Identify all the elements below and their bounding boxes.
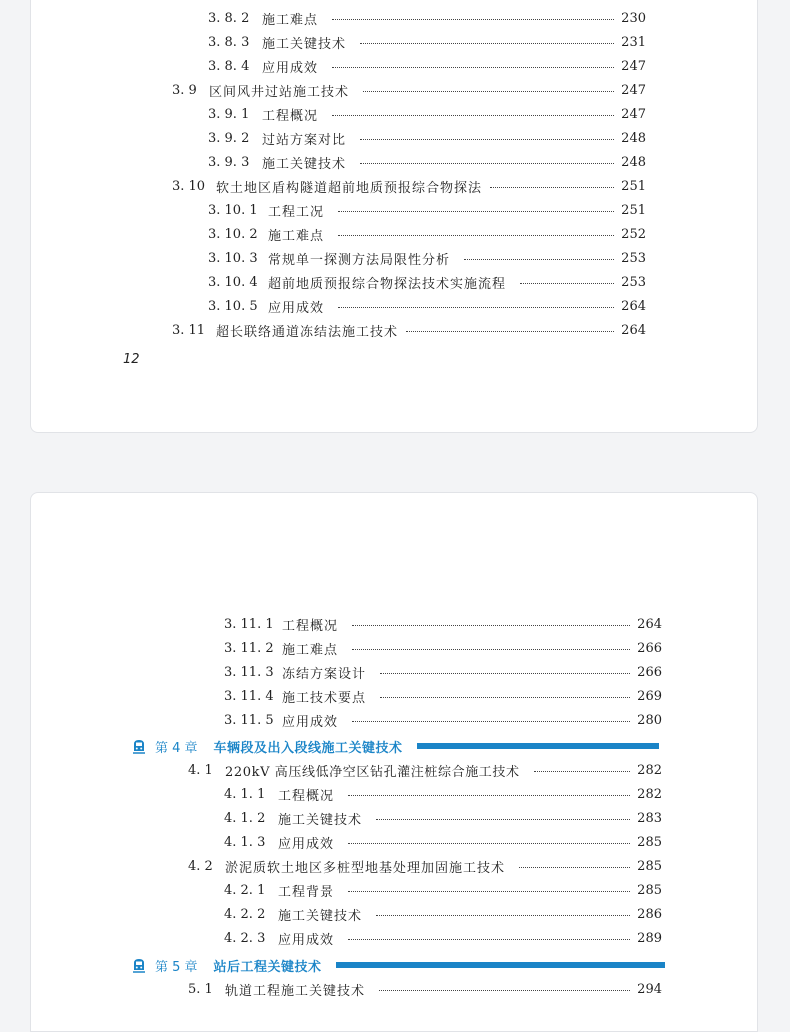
toc-entry-title: 施工关键技术 xyxy=(262,36,347,52)
toc-section-page: 251 xyxy=(621,178,646,194)
toc-entry[interactable] xyxy=(224,879,662,901)
toc-section-number: 3. 10 xyxy=(172,178,206,194)
toc-entry-number: 4. 2. 3 xyxy=(224,930,266,946)
toc-entry-title: 工程工况 xyxy=(268,204,325,220)
toc-entry[interactable] xyxy=(224,685,662,707)
toc-entry-title: 工程概况 xyxy=(278,788,335,804)
dot-leader xyxy=(490,187,614,188)
toc-entry-title: 施工关键技术 xyxy=(278,812,363,828)
toc-entry-number: 3. 9. 1 xyxy=(208,106,250,122)
dot-leader xyxy=(380,673,630,674)
toc-entry-title: 工程背景 xyxy=(278,884,335,900)
toc-entry-page: 289 xyxy=(637,930,662,946)
toc-entry-title: 施工难点 xyxy=(262,12,319,28)
toc-entry-number: 3. 8. 4 xyxy=(208,58,250,74)
toc-entry-page: 248 xyxy=(621,154,646,170)
dot-leader xyxy=(406,331,614,332)
toc-section-page: 247 xyxy=(621,82,646,98)
toc-entry-title: 应用成效 xyxy=(278,932,335,948)
toc-section-title: 区间风井过站施工技术 xyxy=(209,84,350,100)
toc-page-lower xyxy=(30,492,758,1032)
toc-entry[interactable] xyxy=(208,271,646,293)
toc-entry-title: 应用成效 xyxy=(278,836,335,852)
dot-leader xyxy=(352,625,630,626)
toc-entry-number: 4. 2. 2 xyxy=(224,906,266,922)
toc-section-page: 282 xyxy=(637,762,662,778)
dot-leader xyxy=(332,67,614,68)
toc-section[interactable] xyxy=(172,175,646,197)
dot-leader xyxy=(380,697,630,698)
toc-page-upper xyxy=(30,0,758,433)
toc-entry-page: 285 xyxy=(637,834,662,850)
toc-entry-number: 4. 1. 1 xyxy=(224,786,266,802)
metro-train-icon xyxy=(131,738,147,754)
dot-leader xyxy=(348,795,630,796)
toc-entry-number: 3. 10. 3 xyxy=(208,250,258,266)
toc-section-page: 264 xyxy=(621,322,646,338)
toc-section[interactable] xyxy=(188,759,662,781)
toc-entry-page: 230 xyxy=(621,10,646,26)
toc-entry-number: 3. 10. 2 xyxy=(208,226,258,242)
toc-section-page: 285 xyxy=(637,858,662,874)
toc-entry-page: 282 xyxy=(637,786,662,802)
toc-entry-page: 266 xyxy=(637,640,662,656)
toc-section-title: 淤泥质软土地区多桩型地基处理加固施工技术 xyxy=(225,860,506,876)
toc-entry-page: 252 xyxy=(621,226,646,242)
toc-entry-number: 3. 11. 1 xyxy=(224,616,274,632)
toc-section[interactable] xyxy=(188,978,662,1000)
dot-leader xyxy=(332,115,614,116)
dot-leader xyxy=(520,283,614,284)
toc-entry[interactable] xyxy=(224,783,662,805)
toc-entry-title: 常规单一探测方法局限性分析 xyxy=(268,252,451,268)
toc-entry-number: 3. 10. 5 xyxy=(208,298,258,314)
toc-section-page: 294 xyxy=(637,981,662,997)
toc-entry[interactable] xyxy=(208,103,646,125)
dot-leader xyxy=(352,721,630,722)
toc-entry-number: 3. 11. 3 xyxy=(224,664,274,680)
toc-entry-number: 4. 2. 1 xyxy=(224,882,266,898)
chapter-number: 第 5 章 xyxy=(155,959,198,975)
chapter-heading-5[interactable] xyxy=(131,954,679,976)
toc-entry-title: 施工关键技术 xyxy=(278,908,363,924)
dot-leader xyxy=(338,235,614,236)
toc-section-title: 轨道工程施工关键技术 xyxy=(225,983,366,999)
toc-entry-number: 3. 11. 2 xyxy=(224,640,274,656)
toc-entry-title: 应用成效 xyxy=(282,714,339,730)
toc-entry[interactable] xyxy=(224,831,662,853)
toc-entry-title: 施工难点 xyxy=(268,228,325,244)
toc-section-title: 软土地区盾构隧道超前地质预报综合物探法 xyxy=(216,180,483,196)
toc-entry-number: 3. 10. 4 xyxy=(208,274,258,290)
toc-entry-page: 266 xyxy=(637,664,662,680)
toc-entry[interactable] xyxy=(208,199,646,221)
toc-entry-number: 4. 1. 3 xyxy=(224,834,266,850)
dot-leader xyxy=(534,771,630,772)
toc-entry-title: 应用成效 xyxy=(262,60,319,76)
dot-leader xyxy=(352,649,630,650)
toc-entry-number: 3. 11. 5 xyxy=(224,712,274,728)
dot-leader xyxy=(376,819,630,820)
dot-leader xyxy=(348,843,630,844)
dot-leader xyxy=(464,259,614,260)
toc-entry[interactable] xyxy=(208,247,646,269)
chapter-rule xyxy=(336,962,665,968)
dot-leader xyxy=(348,939,630,940)
toc-entry-number: 3. 9. 3 xyxy=(208,154,250,170)
toc-entry-title: 冻结方案设计 xyxy=(282,666,367,682)
toc-entry[interactable] xyxy=(224,807,662,829)
toc-section-number: 4. 1 xyxy=(188,762,213,778)
dot-leader xyxy=(363,91,614,92)
toc-section-number: 3. 9 xyxy=(172,82,197,98)
toc-entry-page: 285 xyxy=(637,882,662,898)
toc-section-number: 5. 1 xyxy=(188,981,213,997)
toc-entry[interactable] xyxy=(208,127,646,149)
toc-entry-number: 3. 9. 2 xyxy=(208,130,250,146)
toc-section[interactable] xyxy=(172,79,646,101)
toc-entry-page: 280 xyxy=(637,712,662,728)
toc-entry-page: 247 xyxy=(621,58,646,74)
toc-entry[interactable] xyxy=(224,661,662,683)
chapter-rule xyxy=(417,743,659,749)
toc-entry[interactable] xyxy=(224,927,662,949)
dot-leader xyxy=(360,139,614,140)
toc-entry-title: 工程概况 xyxy=(262,108,319,124)
toc-entry[interactable] xyxy=(208,55,646,77)
toc-entry-title: 施工难点 xyxy=(282,642,339,658)
toc-entry[interactable] xyxy=(224,637,662,659)
toc-section-number: 3. 11 xyxy=(172,322,206,338)
dot-leader xyxy=(519,867,630,868)
dot-leader xyxy=(338,307,614,308)
toc-entry[interactable] xyxy=(208,223,646,245)
toc-entry[interactable] xyxy=(224,903,662,925)
toc-entry-page: 283 xyxy=(637,810,662,826)
toc-entry-page: 264 xyxy=(621,298,646,314)
toc-entry-title: 过站方案对比 xyxy=(262,132,347,148)
chapter-heading-4[interactable] xyxy=(131,735,679,757)
toc-entry-page: 247 xyxy=(621,106,646,122)
toc-entry[interactable] xyxy=(224,613,662,635)
dot-leader xyxy=(348,891,630,892)
dot-leader xyxy=(332,19,614,20)
toc-entry-number: 3. 8. 3 xyxy=(208,34,250,50)
toc-entry[interactable] xyxy=(208,31,646,53)
toc-entry-page: 264 xyxy=(637,616,662,632)
toc-entry-page: 269 xyxy=(637,688,662,704)
dot-leader xyxy=(360,43,614,44)
toc-entry-title: 超前地质预报综合物探法技术实施流程 xyxy=(268,276,507,292)
chapter-number: 第 4 章 xyxy=(155,740,198,756)
dot-leader xyxy=(338,211,614,212)
toc-entry[interactable] xyxy=(224,709,662,731)
dot-leader xyxy=(376,915,630,916)
toc-section[interactable] xyxy=(172,319,646,341)
toc-entry-page: 253 xyxy=(621,250,646,266)
toc-entry[interactable] xyxy=(208,151,646,173)
toc-entry-page: 286 xyxy=(637,906,662,922)
toc-entry-number: 4. 1. 2 xyxy=(224,810,266,826)
toc-entry-number: 3. 11. 4 xyxy=(224,688,274,704)
chapter-title: 车辆段及出入段线施工关键技术 xyxy=(213,740,403,756)
toc-entry[interactable] xyxy=(208,295,646,317)
toc-section[interactable] xyxy=(188,855,662,877)
toc-entry-page: 231 xyxy=(621,34,646,50)
metro-train-icon xyxy=(131,957,147,973)
toc-entry[interactable] xyxy=(208,7,646,29)
chapter-title: 站后工程关键技术 xyxy=(213,959,322,975)
toc-entry-number: 3. 10. 1 xyxy=(208,202,258,218)
toc-entry-number: 3. 8. 2 xyxy=(208,10,250,26)
toc-section-title: 超长联络通道冻结法施工技术 xyxy=(216,324,399,340)
toc-entry-title: 施工技术要点 xyxy=(282,690,367,706)
toc-section-number: 4. 2 xyxy=(188,858,213,874)
dot-leader xyxy=(379,990,630,991)
toc-entry-page: 253 xyxy=(621,274,646,290)
toc-entry-page: 248 xyxy=(621,130,646,146)
toc-entry-title: 应用成效 xyxy=(268,300,325,316)
toc-entry-page: 251 xyxy=(621,202,646,218)
dot-leader xyxy=(360,163,614,164)
toc-section-title: 220kV 高压线低净空区钻孔灌注桩综合施工技术 xyxy=(225,764,520,780)
page-number: 12 xyxy=(123,352,140,367)
toc-entry-title: 施工关键技术 xyxy=(262,156,347,172)
toc-entry-title: 工程概况 xyxy=(282,618,339,634)
